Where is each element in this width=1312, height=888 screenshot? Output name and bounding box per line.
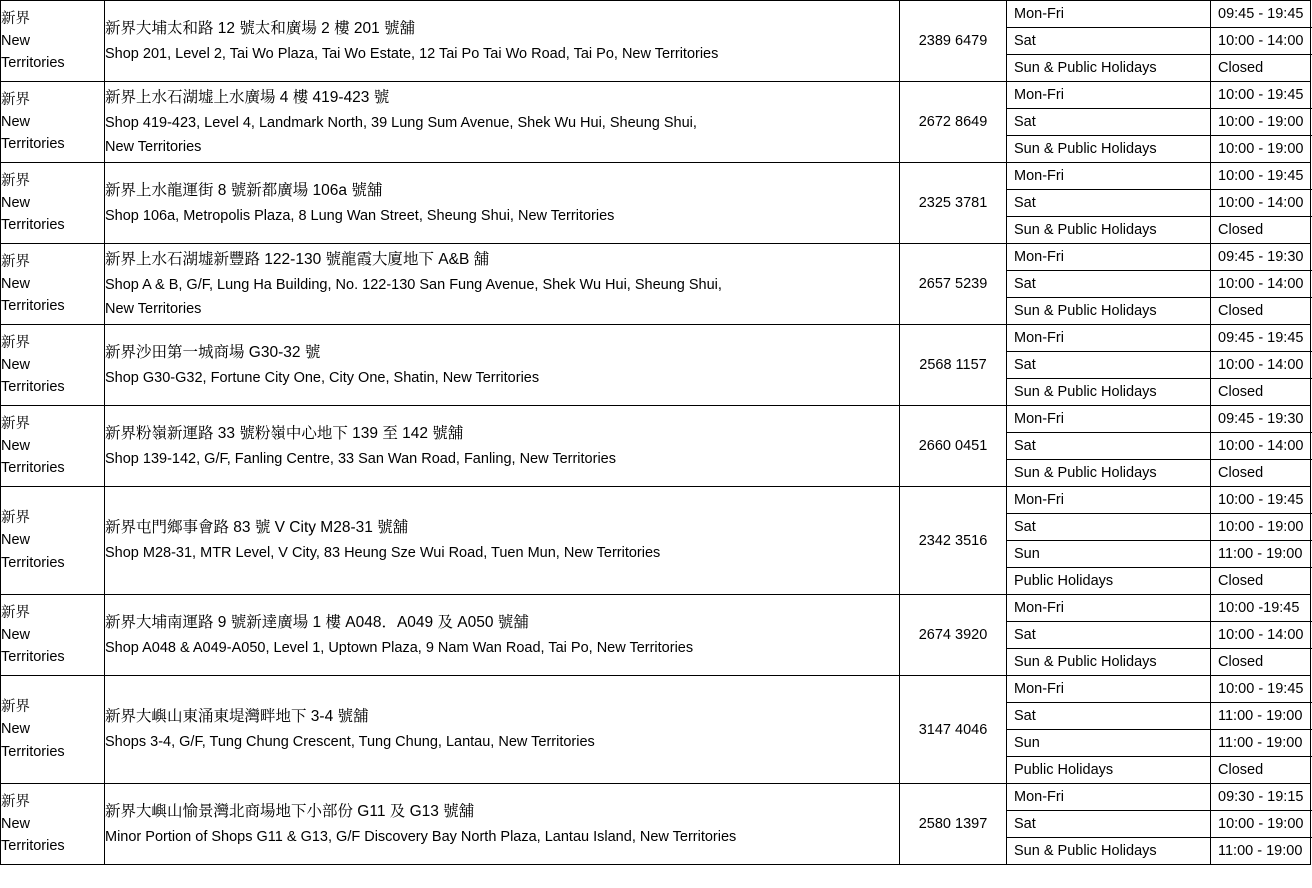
region-cell bbox=[1, 595, 105, 676]
region-en-line1: New bbox=[1, 721, 31, 738]
region-en-line1: New bbox=[1, 437, 31, 454]
opening-hours-cell bbox=[1007, 325, 1311, 406]
opening-hours-time: 10:00 -19:45 bbox=[1211, 595, 1312, 622]
opening-hours-table bbox=[1007, 406, 1312, 486]
region-en-line1: New bbox=[1, 32, 31, 49]
opening-hours-cell bbox=[1007, 163, 1311, 244]
region-en-line1: New bbox=[1, 356, 31, 373]
address-en: Shops 3-4, G/F, Tung Chung Crescent, Tung Chung, Lantau, New Territories bbox=[105, 734, 595, 751]
opening-hours-cell bbox=[1007, 1, 1311, 82]
opening-hours-day: Sat bbox=[1007, 109, 1211, 136]
opening-hours-time: 11:00 - 19:00 bbox=[1211, 541, 1312, 568]
region-zh: 新界 bbox=[1, 699, 30, 716]
opening-hours-day: Sun bbox=[1007, 541, 1211, 568]
opening-hours-row bbox=[1007, 352, 1312, 379]
opening-hours-time: 10:00 - 14:00 bbox=[1211, 28, 1312, 55]
region-en-line2: Territories bbox=[1, 379, 65, 396]
opening-hours-row bbox=[1007, 82, 1312, 109]
table-row bbox=[1, 1, 1311, 82]
opening-hours-time: 10:00 - 14:00 bbox=[1211, 352, 1312, 379]
opening-hours-day: Mon-Fri bbox=[1007, 595, 1211, 622]
opening-hours-time: 10:00 - 14:00 bbox=[1211, 433, 1312, 460]
table-row bbox=[1, 406, 1311, 487]
opening-hours-day: Mon-Fri bbox=[1007, 406, 1211, 433]
opening-hours-row bbox=[1007, 136, 1312, 163]
opening-hours-time: 09:45 - 19:45 bbox=[1211, 1, 1312, 28]
phone-cell: 2389 6479 bbox=[900, 1, 1007, 82]
phone-cell: 2325 3781 bbox=[900, 163, 1007, 244]
address-zh: 新界大嶼山東涌東堤灣畔地下 3-4 號舖 bbox=[105, 708, 369, 726]
region-zh: 新界 bbox=[1, 253, 30, 270]
region-zh: 新界 bbox=[1, 91, 30, 108]
address-zh: 新界上水石湖墟新豐路 122-130 號龍霞大廈地下 A&B 舖 bbox=[105, 250, 490, 268]
opening-hours-time: 11:00 - 19:00 bbox=[1211, 838, 1312, 865]
opening-hours-row bbox=[1007, 730, 1312, 757]
opening-hours-day: Public Holidays bbox=[1007, 568, 1211, 595]
opening-hours-time: 10:00 - 14:00 bbox=[1211, 622, 1312, 649]
region-en-line2: Territories bbox=[1, 298, 65, 315]
address-en: Shop A048 & A049-A050, Level 1, Uptown Plaza, 9 Nam Wan Road, Tai Po, New Territories bbox=[105, 639, 694, 656]
address-en-line2: New Territories bbox=[105, 301, 202, 318]
address-cell bbox=[105, 406, 900, 487]
opening-hours-row bbox=[1007, 514, 1312, 541]
opening-hours-day: Sat bbox=[1007, 514, 1211, 541]
opening-hours-time: Closed bbox=[1211, 55, 1312, 82]
opening-hours-time: 09:30 - 19:15 bbox=[1211, 784, 1312, 811]
opening-hours-row bbox=[1007, 595, 1312, 622]
address-zh: 新界粉嶺新運路 33 號粉嶺中心地下 139 至 142 號舖 bbox=[105, 424, 464, 442]
opening-hours-table bbox=[1007, 676, 1312, 783]
opening-hours-time: Closed bbox=[1211, 568, 1312, 595]
opening-hours-row bbox=[1007, 190, 1312, 217]
opening-hours-day: Sun & Public Holidays bbox=[1007, 136, 1211, 163]
opening-hours-day: Sun & Public Holidays bbox=[1007, 838, 1211, 865]
address-cell bbox=[105, 244, 900, 325]
region-en-line2: Territories bbox=[1, 217, 65, 234]
opening-hours-row bbox=[1007, 55, 1312, 82]
phone-cell: 2660 0451 bbox=[900, 406, 1007, 487]
opening-hours-row bbox=[1007, 649, 1312, 676]
opening-hours-time: 09:45 - 19:30 bbox=[1211, 406, 1312, 433]
region-en-line2: Territories bbox=[1, 743, 65, 760]
opening-hours-time: Closed bbox=[1211, 298, 1312, 325]
table-row bbox=[1, 244, 1311, 325]
opening-hours-time: 10:00 - 19:45 bbox=[1211, 163, 1312, 190]
table-row bbox=[1, 82, 1311, 163]
opening-hours-time: 09:45 - 19:30 bbox=[1211, 244, 1312, 271]
opening-hours-day: Sun & Public Holidays bbox=[1007, 217, 1211, 244]
address-cell bbox=[105, 163, 900, 244]
opening-hours-day: Sat bbox=[1007, 190, 1211, 217]
opening-hours-table bbox=[1007, 244, 1312, 324]
opening-hours-time: 11:00 - 19:00 bbox=[1211, 730, 1312, 757]
address-en: Shop G30-G32, Fortune City One, City One, Shatin, New Territories bbox=[105, 369, 540, 386]
region-cell bbox=[1, 487, 105, 595]
opening-hours-row bbox=[1007, 163, 1312, 190]
phone-cell: 2674 3920 bbox=[900, 595, 1007, 676]
region-en-line2: Territories bbox=[1, 136, 65, 153]
opening-hours-day: Sat bbox=[1007, 622, 1211, 649]
opening-hours-time: Closed bbox=[1211, 379, 1312, 406]
opening-hours-row bbox=[1007, 109, 1312, 136]
address-cell bbox=[105, 676, 900, 784]
opening-hours-day: Sat bbox=[1007, 811, 1211, 838]
region-zh: 新界 bbox=[1, 604, 30, 621]
opening-hours-row bbox=[1007, 217, 1312, 244]
address-zh: 新界屯門鄉事會路 83 號 V City M28-31 號舖 bbox=[105, 519, 409, 537]
region-en-line1: New bbox=[1, 275, 31, 292]
address-en-line2: New Territories bbox=[105, 139, 202, 156]
opening-hours-row bbox=[1007, 784, 1312, 811]
opening-hours-cell bbox=[1007, 244, 1311, 325]
opening-hours-time: 10:00 - 14:00 bbox=[1211, 271, 1312, 298]
opening-hours-cell bbox=[1007, 487, 1311, 595]
opening-hours-time: Closed bbox=[1211, 460, 1312, 487]
region-cell bbox=[1, 325, 105, 406]
address-cell bbox=[105, 784, 900, 865]
opening-hours-row bbox=[1007, 1, 1312, 28]
region-en-line1: New bbox=[1, 815, 31, 832]
address-en: Shop M28-31, MTR Level, V City, 83 Heung Sze Wui Road, Tuen Mun, New Territories bbox=[105, 545, 661, 562]
table-row bbox=[1, 487, 1311, 595]
address-en: Shop A & B, G/F, Lung Ha Building, No. 122-130 San Fung Avenue, Shek Wu Hui, Sheung Shui, bbox=[105, 276, 722, 293]
region-cell bbox=[1, 406, 105, 487]
opening-hours-table bbox=[1007, 163, 1312, 243]
region-en-line2: Territories bbox=[1, 460, 65, 477]
branch-table-body bbox=[1, 1, 1311, 865]
opening-hours-time: 10:00 - 19:45 bbox=[1211, 676, 1312, 703]
opening-hours-row bbox=[1007, 325, 1312, 352]
region-cell bbox=[1, 244, 105, 325]
opening-hours-time: Closed bbox=[1211, 649, 1312, 676]
opening-hours-time: Closed bbox=[1211, 217, 1312, 244]
opening-hours-table bbox=[1007, 82, 1312, 162]
region-zh: 新界 bbox=[1, 10, 30, 27]
opening-hours-cell bbox=[1007, 406, 1311, 487]
opening-hours-day: Mon-Fri bbox=[1007, 784, 1211, 811]
opening-hours-cell bbox=[1007, 784, 1311, 865]
region-cell bbox=[1, 1, 105, 82]
opening-hours-row bbox=[1007, 271, 1312, 298]
opening-hours-day: Mon-Fri bbox=[1007, 325, 1211, 352]
opening-hours-cell bbox=[1007, 595, 1311, 676]
opening-hours-time: Closed bbox=[1211, 757, 1312, 784]
region-zh: 新界 bbox=[1, 415, 30, 432]
opening-hours-day: Mon-Fri bbox=[1007, 244, 1211, 271]
opening-hours-time: 10:00 - 19:00 bbox=[1211, 811, 1312, 838]
opening-hours-table bbox=[1007, 325, 1312, 405]
address-zh: 新界上水石湖墟上水廣場 4 樓 419-423 號 bbox=[105, 88, 390, 106]
opening-hours-day: Public Holidays bbox=[1007, 757, 1211, 784]
opening-hours-row bbox=[1007, 244, 1312, 271]
opening-hours-row bbox=[1007, 541, 1312, 568]
region-zh: 新界 bbox=[1, 172, 30, 189]
opening-hours-row bbox=[1007, 622, 1312, 649]
opening-hours-row bbox=[1007, 838, 1312, 865]
opening-hours-time: 10:00 - 19:00 bbox=[1211, 514, 1312, 541]
opening-hours-day: Sat bbox=[1007, 28, 1211, 55]
table-row bbox=[1, 676, 1311, 784]
region-cell bbox=[1, 784, 105, 865]
opening-hours-cell bbox=[1007, 676, 1311, 784]
opening-hours-day: Sun & Public Holidays bbox=[1007, 379, 1211, 406]
table-row bbox=[1, 325, 1311, 406]
opening-hours-time: 10:00 - 19:45 bbox=[1211, 487, 1312, 514]
table-row bbox=[1, 595, 1311, 676]
opening-hours-table bbox=[1007, 595, 1312, 675]
phone-cell: 2657 5239 bbox=[900, 244, 1007, 325]
opening-hours-day: Sun bbox=[1007, 730, 1211, 757]
opening-hours-day: Sat bbox=[1007, 352, 1211, 379]
opening-hours-day: Sat bbox=[1007, 433, 1211, 460]
region-en-line1: New bbox=[1, 626, 31, 643]
opening-hours-day: Sat bbox=[1007, 703, 1211, 730]
opening-hours-row bbox=[1007, 676, 1312, 703]
address-zh: 新界大嶼山愉景灣北商場地下小部份 G11 及 G13 號舖 bbox=[105, 802, 475, 820]
opening-hours-time: 10:00 - 19:00 bbox=[1211, 136, 1312, 163]
region-en-line1: New bbox=[1, 194, 31, 211]
opening-hours-day: Mon-Fri bbox=[1007, 163, 1211, 190]
opening-hours-day: Mon-Fri bbox=[1007, 82, 1211, 109]
opening-hours-row bbox=[1007, 298, 1312, 325]
phone-cell: 2672 8649 bbox=[900, 82, 1007, 163]
phone-cell: 2342 3516 bbox=[900, 487, 1007, 595]
region-en-line2: Territories bbox=[1, 649, 65, 666]
opening-hours-row bbox=[1007, 703, 1312, 730]
opening-hours-time: 10:00 - 19:45 bbox=[1211, 82, 1312, 109]
opening-hours-day: Sun & Public Holidays bbox=[1007, 460, 1211, 487]
opening-hours-row bbox=[1007, 28, 1312, 55]
address-zh: 新界大埔南運路 9 號新達廣場 1 樓 A048．A049 及 A050 號舖 bbox=[105, 613, 529, 631]
region-en-line2: Territories bbox=[1, 838, 65, 855]
region-en-line1: New bbox=[1, 532, 31, 549]
address-en: Shop 419-423, Level 4, Landmark North, 39 Lung Sum Avenue, Shek Wu Hui, Sheung Shui, bbox=[105, 114, 697, 131]
opening-hours-table bbox=[1007, 487, 1312, 594]
address-cell bbox=[105, 1, 900, 82]
opening-hours-row bbox=[1007, 433, 1312, 460]
address-cell bbox=[105, 325, 900, 406]
opening-hours-time: 11:00 - 19:00 bbox=[1211, 703, 1312, 730]
table-row bbox=[1, 784, 1311, 865]
address-en: Shop 106a, Metropolis Plaza, 8 Lung Wan Street, Sheung Shui, New Territories bbox=[105, 207, 615, 224]
opening-hours-row bbox=[1007, 757, 1312, 784]
region-en-line2: Territories bbox=[1, 55, 65, 72]
region-zh: 新界 bbox=[1, 334, 30, 351]
opening-hours-day: Sat bbox=[1007, 271, 1211, 298]
address-en: Shop 201, Level 2, Tai Wo Plaza, Tai Wo Estate, 12 Tai Po Tai Wo Road, Tai Po, New Territories bbox=[105, 45, 719, 62]
opening-hours-day: Sun & Public Holidays bbox=[1007, 298, 1211, 325]
region-cell bbox=[1, 82, 105, 163]
opening-hours-row bbox=[1007, 487, 1312, 514]
phone-cell: 2580 1397 bbox=[900, 784, 1007, 865]
region-zh: 新界 bbox=[1, 793, 30, 810]
opening-hours-time: 10:00 - 14:00 bbox=[1211, 190, 1312, 217]
phone-cell: 2568 1157 bbox=[900, 325, 1007, 406]
opening-hours-row bbox=[1007, 811, 1312, 838]
phone-cell: 3147 4046 bbox=[900, 676, 1007, 784]
opening-hours-time: 09:45 - 19:45 bbox=[1211, 325, 1312, 352]
opening-hours-row bbox=[1007, 568, 1312, 595]
region-en-line1: New bbox=[1, 113, 31, 130]
opening-hours-table bbox=[1007, 1, 1312, 81]
opening-hours-day: Mon-Fri bbox=[1007, 487, 1211, 514]
region-zh: 新界 bbox=[1, 510, 30, 527]
table-row bbox=[1, 163, 1311, 244]
opening-hours-day: Mon-Fri bbox=[1007, 676, 1211, 703]
region-cell bbox=[1, 163, 105, 244]
region-cell bbox=[1, 676, 105, 784]
address-zh: 新界大埔太和路 12 號太和廣場 2 樓 201 號舖 bbox=[105, 19, 416, 37]
opening-hours-time: 10:00 - 19:00 bbox=[1211, 109, 1312, 136]
opening-hours-row bbox=[1007, 406, 1312, 433]
opening-hours-table bbox=[1007, 784, 1312, 864]
opening-hours-day: Sun & Public Holidays bbox=[1007, 55, 1211, 82]
address-cell bbox=[105, 82, 900, 163]
opening-hours-day: Sun & Public Holidays bbox=[1007, 649, 1211, 676]
address-cell bbox=[105, 595, 900, 676]
address-zh: 新界沙田第一城商場 G30-32 號 bbox=[105, 343, 321, 361]
address-en: Shop 139-142, G/F, Fanling Centre, 33 San Wan Road, Fanling, New Territories bbox=[105, 450, 616, 467]
opening-hours-cell bbox=[1007, 82, 1311, 163]
address-cell bbox=[105, 487, 900, 595]
opening-hours-row bbox=[1007, 379, 1312, 406]
address-en: Minor Portion of Shops G11 & G13, G/F Discovery Bay North Plaza, Lantau Island, New Territories bbox=[105, 828, 737, 845]
opening-hours-day: Mon-Fri bbox=[1007, 1, 1211, 28]
address-zh: 新界上水龍運街 8 號新都廣場 106a 號舖 bbox=[105, 181, 383, 199]
region-en-line2: Territories bbox=[1, 554, 65, 571]
opening-hours-row bbox=[1007, 460, 1312, 487]
